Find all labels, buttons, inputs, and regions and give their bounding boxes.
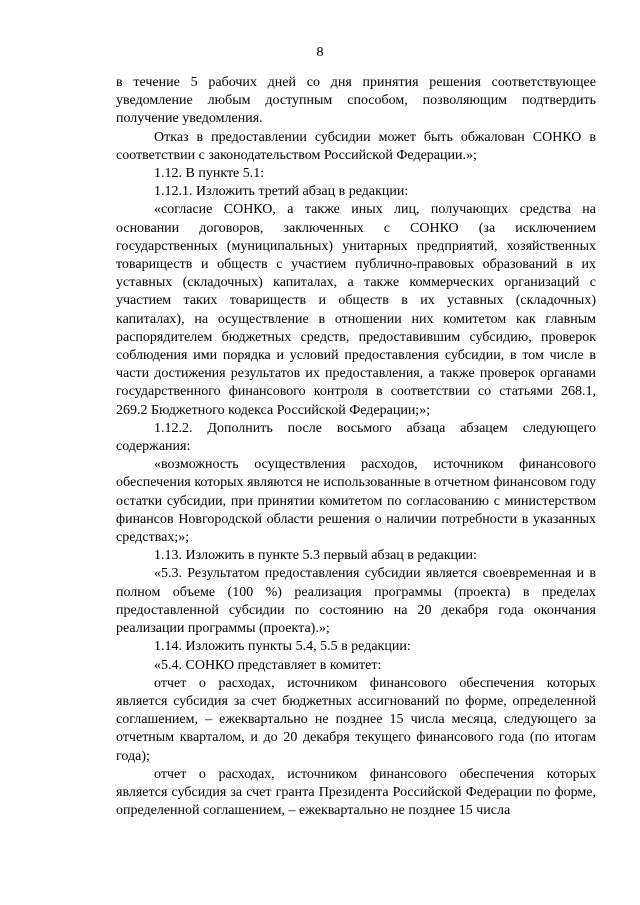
paragraph: 1.14. Изложить пункты 5.4, 5.5 в редакции: [154, 639, 411, 655]
paragraph: отчет о расходах, источником финансового обеспечения которых является субсидия за счет гранта Президента Российской Федерации по форме, определенной соглашением, – ежеквартально не позднее 15 числа [116, 766, 596, 819]
paragraph: 1.12. В пункте 5.1: [154, 166, 265, 182]
page-number: 8 [316, 45, 324, 60]
paragraph: 1.12.2. Дополнить после восьмого абзаца абзацем следующего содержания: [116, 420, 596, 455]
paragraph: «возможность осуществления расходов, источником финансового обеспечения которых являются не использованные в отчетном финансовом году остатки субсидии, при принятии комитетом по согласованию с министерством финансов Новгородской области решения о наличии потребности в указанных средствах;»; [116, 457, 596, 546]
paragraph: «согласие СОНКО, а также иных лиц, получающих средства на основании договоров, заключенных с СОНКО (за исключением государственных (муниципальных) унитарных предприятий, хозяйственных товариществ и обществ с участием публично-правовых образований в их уставных (складочных) капиталах, а также коммерческих организаций с участием таких товариществ и обществ в их уставных (складочных) капиталах), на осуществление в отношении них комитетом как главным распорядителем бюджетных средств, предоставившим субсидию, проверок соблюдения ими порядка и условий предоставления субсидии, в том числе в части достижения результатов их предоставления, а также проверок органами государственного финансового контроля в соответствии со статьями 268.1, 269.2 Бюджетного кодекса Российской Федерации;»; [116, 202, 596, 418]
paragraph: «5.3. Результатом предоставления субсидии является своевременная и в полном объеме (100 %) реализация программы (проекта) в пределах предоставленной субсидии по состоянию на 20 декабря года окончания реализации программы (проекта).»; [116, 566, 596, 637]
paragraph: в течение 5 рабочих дней со дня принятия решения соответствующее уведомление любым доступным способом, позволяющим подтвердить получение уведомления. [116, 75, 596, 127]
paragraph: 1.12.1. Изложить третий абзац в редакции: [154, 184, 409, 200]
paragraph: «5.4. СОНКО представляет в комитет: [154, 657, 382, 673]
paragraph: 1.13. Изложить в пункте 5.3 первый абзац в редакции: [154, 548, 477, 564]
paragraph: отчет о расходах, источником финансового обеспечения которых является субсидия за счет бюджетных ассигнований по форме, определенной соглашением, – ежеквартально не позднее 15 числа месяца, следующего за отчетным кварталом, и до 20 декабря текущего финансового года (по итогам года); [116, 675, 596, 764]
document-body [116, 74, 596, 820]
paragraph: Отказ в предоставлении субсидии может быть обжалован СОНКО в соответствии с законодательством Российской Федерации.»; [116, 129, 596, 163]
